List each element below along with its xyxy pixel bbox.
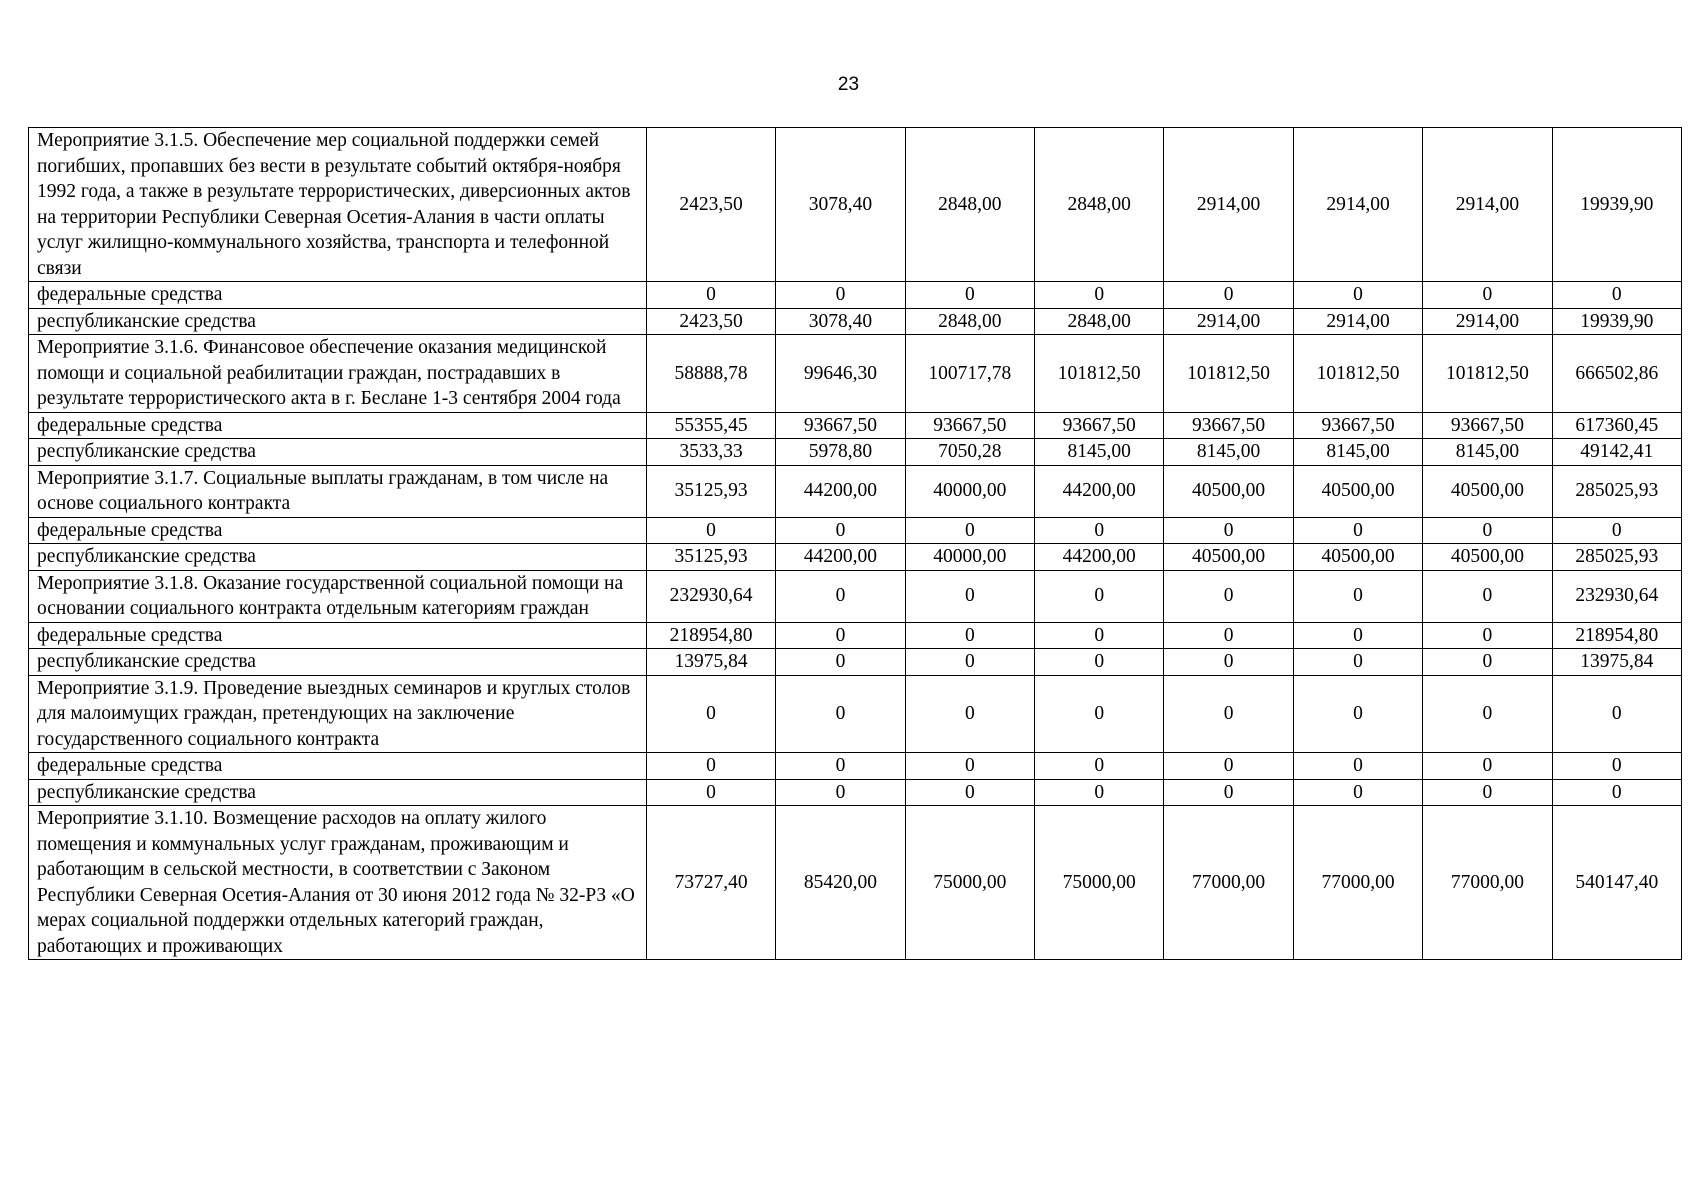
year-value-cell: 0 (905, 570, 1034, 622)
year-value-cell: 8145,00 (1035, 439, 1164, 466)
year-value-cell: 2914,00 (1423, 308, 1552, 335)
total-value-cell: 666502,86 (1552, 335, 1681, 413)
funding-source-label-cell: республиканские средства (29, 439, 647, 466)
total-value-cell: 19939,90 (1552, 308, 1681, 335)
total-value-cell: 285025,93 (1552, 544, 1681, 571)
year-value-cell: 0 (1423, 517, 1552, 544)
funding-source-row (29, 649, 1682, 676)
total-value-cell: 19939,90 (1552, 128, 1681, 282)
year-value-cell: 75000,00 (1035, 806, 1164, 960)
funding-source-label-cell: федеральные средства (29, 412, 647, 439)
funding-source-row (29, 517, 1682, 544)
year-value-cell: 0 (1423, 649, 1552, 676)
year-value-cell: 73727,40 (646, 806, 775, 960)
year-value-cell: 2848,00 (1035, 128, 1164, 282)
measure-row (29, 570, 1682, 622)
funding-source-row (29, 439, 1682, 466)
year-value-cell: 0 (1423, 753, 1552, 780)
year-value-cell: 0 (776, 675, 905, 753)
measure-description-cell: Мероприятие 3.1.9. Проведение выездных семинаров и круглых столов для малоимущих граждан, претендующих на заключение государственного социального контракта (29, 675, 647, 753)
year-value-cell: 0 (776, 282, 905, 309)
year-value-cell: 3533,33 (646, 439, 775, 466)
year-value-cell: 0 (1035, 675, 1164, 753)
year-value-cell: 2914,00 (1293, 128, 1422, 282)
year-value-cell: 101812,50 (1164, 335, 1293, 413)
year-value-cell: 0 (1035, 282, 1164, 309)
year-value-cell: 0 (1293, 517, 1422, 544)
year-value-cell: 2914,00 (1423, 128, 1552, 282)
year-value-cell: 93667,50 (776, 412, 905, 439)
year-value-cell: 40500,00 (1293, 544, 1422, 571)
year-value-cell: 13975,84 (646, 649, 775, 676)
year-value-cell: 0 (646, 779, 775, 806)
year-value-cell: 0 (1293, 570, 1422, 622)
year-value-cell: 55355,45 (646, 412, 775, 439)
year-value-cell: 44200,00 (776, 465, 905, 517)
year-value-cell: 2848,00 (905, 308, 1034, 335)
year-value-cell: 40500,00 (1423, 465, 1552, 517)
funding-source-row (29, 622, 1682, 649)
year-value-cell: 0 (1164, 753, 1293, 780)
year-value-cell: 0 (1293, 622, 1422, 649)
measure-row (29, 465, 1682, 517)
year-value-cell: 5978,80 (776, 439, 905, 466)
measure-row (29, 335, 1682, 413)
funding-source-label-cell: республиканские средства (29, 649, 647, 676)
total-value-cell: 0 (1552, 675, 1681, 753)
funding-source-label-cell: федеральные средства (29, 517, 647, 544)
budget-table-body (29, 128, 1682, 960)
year-value-cell: 2914,00 (1164, 128, 1293, 282)
year-value-cell: 218954,80 (646, 622, 775, 649)
year-value-cell: 75000,00 (905, 806, 1034, 960)
measure-row (29, 806, 1682, 960)
year-value-cell: 77000,00 (1293, 806, 1422, 960)
measure-description-cell: Мероприятие 3.1.8. Оказание государственной социальной помощи на основании социального контракта отдельным категориям граждан (29, 570, 647, 622)
year-value-cell: 99646,30 (776, 335, 905, 413)
year-value-cell: 0 (1293, 282, 1422, 309)
year-value-cell: 0 (1035, 779, 1164, 806)
year-value-cell: 93667,50 (1293, 412, 1422, 439)
year-value-cell: 7050,28 (905, 439, 1034, 466)
year-value-cell: 3078,40 (776, 128, 905, 282)
year-value-cell: 35125,93 (646, 544, 775, 571)
year-value-cell: 0 (905, 517, 1034, 544)
total-value-cell: 540147,40 (1552, 806, 1681, 960)
year-value-cell: 2423,50 (646, 308, 775, 335)
year-value-cell: 0 (646, 753, 775, 780)
year-value-cell: 0 (1423, 779, 1552, 806)
year-value-cell: 8145,00 (1423, 439, 1552, 466)
year-value-cell: 44200,00 (1035, 465, 1164, 517)
total-value-cell: 285025,93 (1552, 465, 1681, 517)
measure-description-cell: Мероприятие 3.1.6. Финансовое обеспечение оказания медицинской помощи и социальной реабилитации граждан, пострадавших в результате террористического акта в г. Беслане 1-3 сентября 2004 года (29, 335, 647, 413)
year-value-cell: 58888,78 (646, 335, 775, 413)
year-value-cell: 40000,00 (905, 465, 1034, 517)
year-value-cell: 0 (1164, 622, 1293, 649)
total-value-cell: 218954,80 (1552, 622, 1681, 649)
total-value-cell: 0 (1552, 282, 1681, 309)
year-value-cell: 2914,00 (1293, 308, 1422, 335)
year-value-cell: 0 (1164, 282, 1293, 309)
year-value-cell: 0 (1035, 649, 1164, 676)
funding-source-row (29, 282, 1682, 309)
year-value-cell: 44200,00 (776, 544, 905, 571)
year-value-cell: 0 (1423, 675, 1552, 753)
total-value-cell: 232930,64 (1552, 570, 1681, 622)
year-value-cell: 0 (1164, 570, 1293, 622)
year-value-cell: 0 (776, 570, 905, 622)
funding-source-row (29, 412, 1682, 439)
year-value-cell: 0 (1293, 753, 1422, 780)
year-value-cell: 2848,00 (1035, 308, 1164, 335)
funding-source-row (29, 779, 1682, 806)
year-value-cell: 40500,00 (1293, 465, 1422, 517)
year-value-cell: 101812,50 (1035, 335, 1164, 413)
year-value-cell: 0 (1164, 675, 1293, 753)
measure-row (29, 675, 1682, 753)
year-value-cell: 0 (905, 649, 1034, 676)
funding-source-row (29, 544, 1682, 571)
year-value-cell: 93667,50 (905, 412, 1034, 439)
funding-source-label-cell: федеральные средства (29, 622, 647, 649)
year-value-cell: 77000,00 (1423, 806, 1552, 960)
funding-source-row (29, 308, 1682, 335)
measure-row (29, 128, 1682, 282)
year-value-cell: 0 (1164, 517, 1293, 544)
year-value-cell: 100717,78 (905, 335, 1034, 413)
year-value-cell: 0 (905, 675, 1034, 753)
year-value-cell: 0 (1035, 622, 1164, 649)
total-value-cell: 13975,84 (1552, 649, 1681, 676)
year-value-cell: 8145,00 (1293, 439, 1422, 466)
funding-source-label-cell: федеральные средства (29, 282, 647, 309)
year-value-cell: 0 (1423, 570, 1552, 622)
year-value-cell: 93667,50 (1164, 412, 1293, 439)
year-value-cell: 0 (776, 779, 905, 806)
year-value-cell: 40000,00 (905, 544, 1034, 571)
year-value-cell: 40500,00 (1164, 465, 1293, 517)
total-value-cell: 0 (1552, 779, 1681, 806)
year-value-cell: 93667,50 (1035, 412, 1164, 439)
total-value-cell: 0 (1552, 753, 1681, 780)
year-value-cell: 2914,00 (1164, 308, 1293, 335)
year-value-cell: 0 (776, 622, 905, 649)
year-value-cell: 0 (776, 517, 905, 544)
year-value-cell: 44200,00 (1035, 544, 1164, 571)
year-value-cell: 40500,00 (1423, 544, 1552, 571)
year-value-cell: 3078,40 (776, 308, 905, 335)
year-value-cell: 0 (905, 779, 1034, 806)
year-value-cell: 0 (776, 649, 905, 676)
year-value-cell: 0 (1164, 649, 1293, 676)
year-value-cell: 93667,50 (1423, 412, 1552, 439)
year-value-cell: 0 (1293, 779, 1422, 806)
budget-table (28, 127, 1682, 960)
year-value-cell: 0 (1035, 753, 1164, 780)
total-value-cell: 617360,45 (1552, 412, 1681, 439)
year-value-cell: 0 (1423, 282, 1552, 309)
year-value-cell: 0 (646, 517, 775, 544)
page-number: 23 (837, 74, 860, 95)
funding-source-label-cell: республиканские средства (29, 308, 647, 335)
year-value-cell: 0 (1164, 779, 1293, 806)
year-value-cell: 40500,00 (1164, 544, 1293, 571)
year-value-cell: 2423,50 (646, 128, 775, 282)
year-value-cell: 35125,93 (646, 465, 775, 517)
year-value-cell: 85420,00 (776, 806, 905, 960)
year-value-cell: 0 (1423, 622, 1552, 649)
year-value-cell: 0 (646, 282, 775, 309)
funding-source-label-cell: федеральные средства (29, 753, 647, 780)
year-value-cell: 0 (905, 282, 1034, 309)
year-value-cell: 0 (1293, 675, 1422, 753)
funding-source-label-cell: республиканские средства (29, 779, 647, 806)
year-value-cell: 2848,00 (905, 128, 1034, 282)
year-value-cell: 232930,64 (646, 570, 775, 622)
year-value-cell: 0 (1293, 649, 1422, 676)
year-value-cell: 8145,00 (1164, 439, 1293, 466)
year-value-cell: 0 (646, 675, 775, 753)
total-value-cell: 0 (1552, 517, 1681, 544)
measure-description-cell: Мероприятие 3.1.10. Возмещение расходов на оплату жилого помещения и коммунальных услуг гражданам, проживающим и работающим в сельской местности, в соответствии с Законом Республики Северная Осетия-Алания от 30 июня 2012 года № 32-РЗ «О мерах социальной поддержки отдельных категорий граждан, работающих и проживающих (29, 806, 647, 960)
year-value-cell: 0 (905, 622, 1034, 649)
measure-description-cell: Мероприятие 3.1.5. Обеспечение мер социальной поддержки семей погибших, пропавших без вести в результате событий октября-ноября 1992 года, а также в результате террористических, диверсионных актов на территории Республики Северная Осетия-Алания в части оплаты услуг жилищно-коммунального хозяйства, транспорта и телефонной связи (29, 128, 647, 282)
measure-description-cell: Мероприятие 3.1.7. Социальные выплаты гражданам, в том числе на основе социального контракта (29, 465, 647, 517)
year-value-cell: 0 (1035, 517, 1164, 544)
year-value-cell: 0 (1035, 570, 1164, 622)
funding-source-row (29, 753, 1682, 780)
year-value-cell: 101812,50 (1423, 335, 1552, 413)
year-value-cell: 0 (776, 753, 905, 780)
funding-source-label-cell: республиканские средства (29, 544, 647, 571)
year-value-cell: 101812,50 (1293, 335, 1422, 413)
year-value-cell: 0 (905, 753, 1034, 780)
total-value-cell: 49142,41 (1552, 439, 1681, 466)
year-value-cell: 77000,00 (1164, 806, 1293, 960)
